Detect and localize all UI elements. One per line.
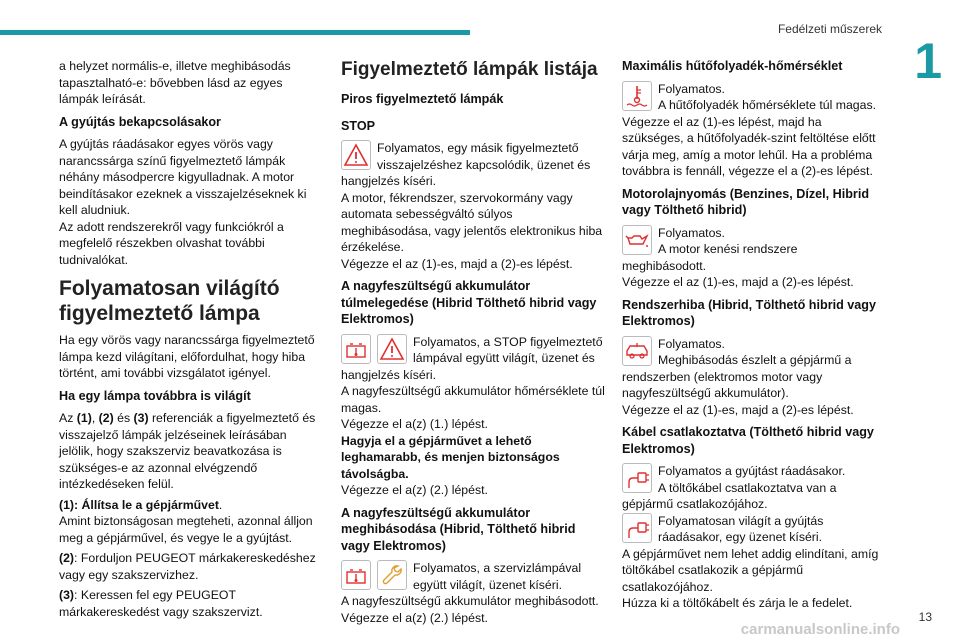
oil-pressure-entry (622, 225, 884, 291)
system-text-3: Végezze el az (1)-es, majd a (2)-es lépést. (622, 402, 854, 417)
system-text-1: Folyamatos. (658, 336, 725, 351)
stop-text-2: A motor, fékrendszer, szervokormány vagy automata sebességváltó súlyos meghibásodása, vagy jelentős elektronikus hiba érzékelése. (341, 190, 603, 254)
ignition-text: A gyújtás ráadásakor egyes vörös vagy narancssárga színű figyelmeztető lámpák néhány másodpercre kigyulladnak. A motor beindításakor ezeknek a visszajelzéseknek ki kell aludniuk. (59, 137, 307, 217)
ref-2: (2) (98, 411, 114, 425)
system-text-2: Meghibásodás észlelt a gépjármű a rendszerben (elektromos motor vagy nagyfeszültségű akkumulátor). (622, 353, 852, 400)
battery-temperature-icon (341, 560, 371, 590)
cable-text-3: Folyamatosan világít a gyújtás ráadásakor, egy üzenet kíséri. (658, 513, 824, 544)
charging-plug-icon (622, 513, 652, 543)
battery-temperature-icon (341, 334, 371, 364)
system-fault-heading: Rendszerhiba (Hibrid, Tölthető hibrid vagy Elektromos) (622, 297, 876, 328)
warning-triangle-icon (377, 334, 407, 364)
stop-text-3: Végezze el az (1)-es, majd a (2)-es lépést. (341, 256, 573, 271)
oil-text-3: Végezze el az (1)-es, majd a (2)-es lépést. (622, 275, 854, 289)
page-header-title: Fedélzeti műszerek (777, 22, 882, 36)
ref-text: Az (59, 411, 77, 425)
oil-can-icon (622, 225, 652, 255)
step-1 (59, 497, 323, 547)
ref-text: , (91, 411, 99, 425)
step-2-label: (2) (59, 551, 75, 565)
step-3-text: : Keressen fel egy PEUGEOT márkakereskedést vagy szakszervizt. (59, 588, 263, 619)
chapter-number: 1 (914, 33, 942, 89)
ref-text: és (113, 411, 134, 425)
coolant-entry (622, 81, 884, 180)
step-1-end: . (218, 497, 223, 512)
ignition-heading: A gyújtás bekapcsolásakor (59, 114, 221, 129)
oil-text-1: Folyamatos. (658, 225, 725, 240)
battery-fault-entry (341, 560, 605, 626)
coolant-heading: Maximális hűtőfolyadék-hőmérséklet (622, 59, 843, 73)
battery-fault-text-3: Végezze el a(z) (2.) lépést. (341, 610, 488, 625)
ignition-paragraph (59, 136, 323, 268)
watermark: carmanualsonline.info (740, 621, 900, 638)
step-1-title: : Állítsa le a gépjárművet (74, 497, 219, 512)
still-lit-heading: Ha egy lámpa továbbra is világít (59, 388, 251, 403)
battery-overheat-text: Folyamatos, a STOP figyelmeztető lámpával együtt világít, üzenet és hangjelzés kíséri. (341, 334, 603, 382)
step-3-label: (3) (59, 588, 75, 602)
column-right (622, 58, 884, 612)
warning-triangle-icon (341, 140, 371, 170)
lamp-list-heading: Figyelmeztető lámpák listája (341, 59, 598, 80)
cable-text-2: A töltőkábel csatlakoztatva van a gépjármű csatlakozójához. (622, 480, 837, 511)
car-fault-icon (622, 336, 652, 366)
coolant-text-3: Végezze el az (1)-es lépést, majd ha szükséges, a hűtőfolyadék-szint feltöltése előtt várja meg, amíg a motor lehűl. Ha a probléma továbbra is fennáll, végezze el a (2)-es lépést. (622, 114, 876, 178)
step-2-text: : Forduljon PEUGEOT márkakereskedéshez vagy egy szakszervizhez. (59, 551, 316, 582)
charging-plug-icon (622, 463, 652, 493)
wrench-icon (377, 560, 407, 590)
column-middle (341, 58, 605, 626)
references-paragraph (59, 410, 323, 493)
battery-overheat-bold: Hagyja el a gépjárművet a lehető leghamarabb, és menjen biztonságos távolságba. (341, 433, 560, 481)
coolant-text-2: A hűtőfolyadék hőmérséklete túl magas. (658, 98, 877, 112)
battery-fault-text-2: A nagyfeszültségű akkumulátor meghibásodott. (341, 594, 599, 608)
oil-text-2: A motor kenési rendszere meghibásodott. (622, 242, 798, 273)
page-number: 13 (918, 610, 932, 624)
battery-overheat-text-3: Végezze el a(z) (1.) lépést. (341, 417, 488, 431)
intro-paragraph: a helyzet normális-e, illetve meghibásodás tapasztalható-e: bővebben lásd az egyes lámpák leírását. (59, 59, 291, 106)
continuous-heading: Folyamatosan világító figyelmeztető lámpa (59, 277, 280, 325)
battery-overheat-entry (341, 334, 605, 499)
step-2 (59, 550, 323, 583)
cable-text-4: A gépjárművet nem lehet addig elindítani, amíg töltőkábel csatlakozik a gépjármű csatlakozójához. (622, 546, 879, 594)
step-1-label: (1) (59, 497, 75, 512)
continuous-paragraph: Ha egy vörös vagy narancssárga figyelmeztető lámpa kezd világítani, előfordulhat, hogy hiba történt, ami további vizsgálatot igényel. (59, 333, 315, 380)
battery-overheat-heading: A nagyfeszültségű akkumulátor túlmelegedése (Hibrid Tölthető hibrid vagy Elektromos) (341, 279, 597, 326)
ref-3: (3) (133, 411, 149, 425)
step-3 (59, 587, 323, 620)
stop-heading: STOP (341, 118, 376, 133)
ignition-text-2: Az adott rendszerekről vagy funkciókról a megfelelő részekben olvashat további tudnivalókat. (59, 219, 284, 267)
battery-overheat-text-4: Végezze el a(z) (2.) lépést. (341, 483, 488, 497)
battery-fault-heading: A nagyfeszültségű akkumulátor meghibásodása (Hibrid, Tölthető hibrid vagy Elektromos) (341, 505, 576, 553)
oil-pressure-heading: Motorolajnyomás (Benzines, Dízel, Hibrid vagy Tölthető hibrid) (622, 186, 870, 217)
battery-fault-text: Folyamatos, a szervizlámpával együtt világít, üzenet kíséri. (413, 561, 582, 592)
cable-heading: Kábel csatlakoztatva (Tölthető hibrid vagy Elektromos) (622, 425, 874, 456)
red-lamps-heading: Piros figyelmeztető lámpák (341, 92, 504, 106)
cable-text-1: Folyamatos a gyújtást ráadásakor. (658, 464, 846, 478)
column-left (59, 58, 323, 624)
ref-text: referenciák a figyelmeztető és visszajelző lámpák jelzéseinek leírásában jelölik, hogy szakszerviz beavatkozása is szükséges-e az azonnal elvégzendő intézkedéseken felül. (59, 411, 316, 491)
stop-entry (341, 140, 605, 272)
coolant-temperature-icon (622, 81, 652, 111)
header-accent-bar (0, 30, 470, 35)
step-1-text: Amint biztonságosan megteheti, azonnal álljon meg a gépjárművel, és vegye le a gyújtást. (59, 514, 313, 545)
stop-text: Folyamatos, egy másik figyelmeztető visszajelzéshez kapcsolódik, üzenet és hangjelzés kíséri. (341, 141, 591, 188)
cable-entry-2 (622, 513, 884, 612)
battery-overheat-text-2: A nagyfeszültségű akkumulátor hőmérséklete túl magas. (341, 384, 605, 415)
cable-entry-1 (622, 463, 884, 513)
system-fault-entry (622, 336, 884, 419)
cable-text-5: Húzza ki a töltőkábelt és zárja le a fedelet. (622, 596, 853, 610)
coolant-text-1: Folyamatos. (658, 81, 725, 96)
ref-1: (1) (76, 411, 92, 425)
